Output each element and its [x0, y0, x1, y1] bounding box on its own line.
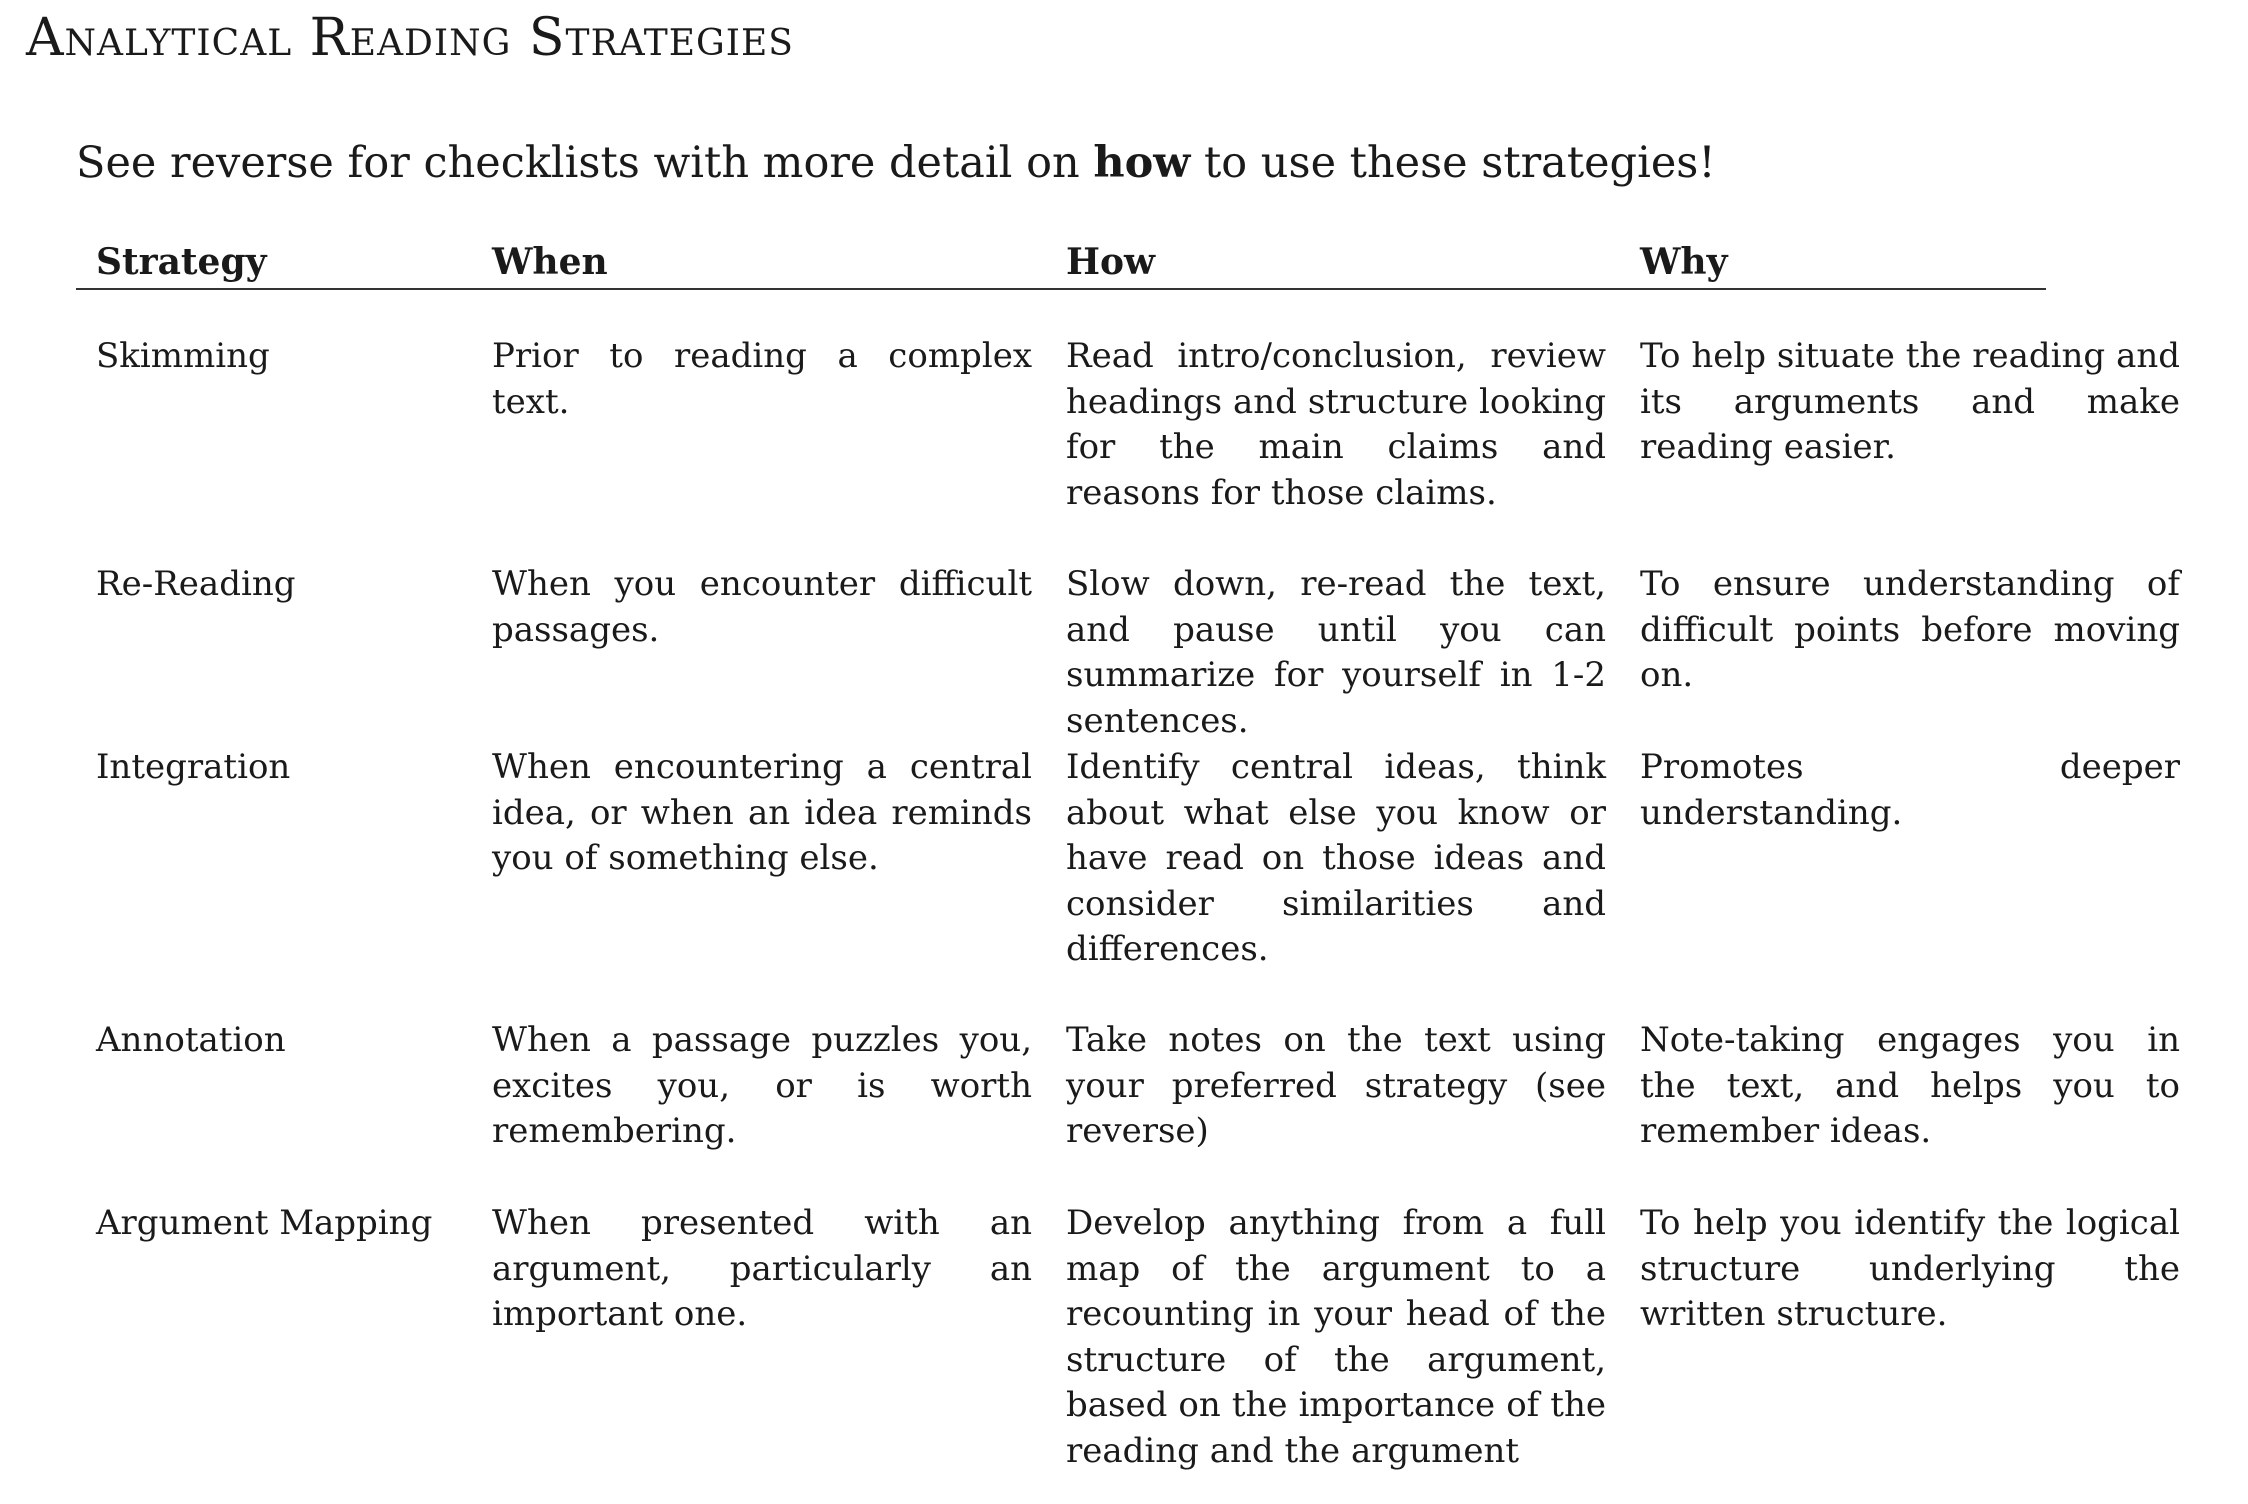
table-row — [76, 745, 2180, 1018]
header-why: Why — [1640, 241, 1728, 283]
cell-when: When encountering a central idea, or when an idea reminds you of something else. — [492, 747, 1032, 878]
cell-why: To ensure understanding of difficult points before moving on. — [1640, 564, 2180, 695]
cell-how: Read intro/conclusion, review headings and structure looking for the main claims and reasons for those claims. — [1066, 336, 1606, 513]
cell-how: Slow down, re-read the text, and pause until you can summarize for yourself in 1-2 sentences. — [1066, 564, 1606, 741]
page-title: Analytical Reading Strategies — [26, 8, 794, 68]
cell-strategy: Annotation — [96, 1020, 286, 1060]
cell-why: To help situate the reading and its arguments and make reading easier. — [1640, 336, 2180, 467]
table-row — [76, 562, 2180, 745]
cell-how: Identify central ideas, think about what else you know or have read on those ideas and consider similarities and differences. — [1066, 747, 1606, 969]
intro-text — [76, 138, 1716, 188]
strategies-table — [76, 240, 2180, 1481]
cell-when: Prior to reading a complex text. — [492, 336, 1032, 422]
intro-after: to use these strategies! — [1190, 138, 1716, 188]
cell-why: Promotes deeper understanding. — [1640, 747, 2180, 833]
cell-when: When a passage puzzles you, excites you, or is worth remembering. — [492, 1020, 1032, 1151]
header-when: When — [492, 241, 608, 283]
cell-how: Develop anything from a full map of the argument to a recounting in your head of the structure of the argument, based on the importance of the reading and the argument — [1066, 1203, 1606, 1471]
header-how: How — [1066, 241, 1156, 283]
cell-when: When you encounter difficult passages. — [492, 564, 1032, 650]
cell-when: When presented with an argument, particularly an important one. — [492, 1203, 1032, 1334]
cell-strategy: Re-Reading — [96, 564, 296, 604]
header-strategy: Strategy — [96, 241, 267, 283]
cell-how: Take notes on the text using your preferred strategy (see reverse) — [1066, 1020, 1606, 1151]
table-row — [76, 334, 2180, 562]
cell-why: To help you identify the logical structure underlying the written structure. — [1640, 1203, 2180, 1334]
cell-why: Note-taking engages you in the text, and helps you to remember ideas. — [1640, 1020, 2180, 1151]
cell-strategy: Skimming — [96, 336, 270, 376]
intro-before: See reverse for checklists with more detail on — [76, 138, 1094, 188]
table-header-row — [76, 240, 2046, 290]
cell-strategy: Integration — [96, 747, 291, 787]
cell-strategy: Argument Mapping — [96, 1203, 433, 1243]
table-row — [76, 1201, 2180, 1481]
table-row — [76, 1018, 2180, 1201]
intro-bold-word: how — [1093, 138, 1191, 188]
